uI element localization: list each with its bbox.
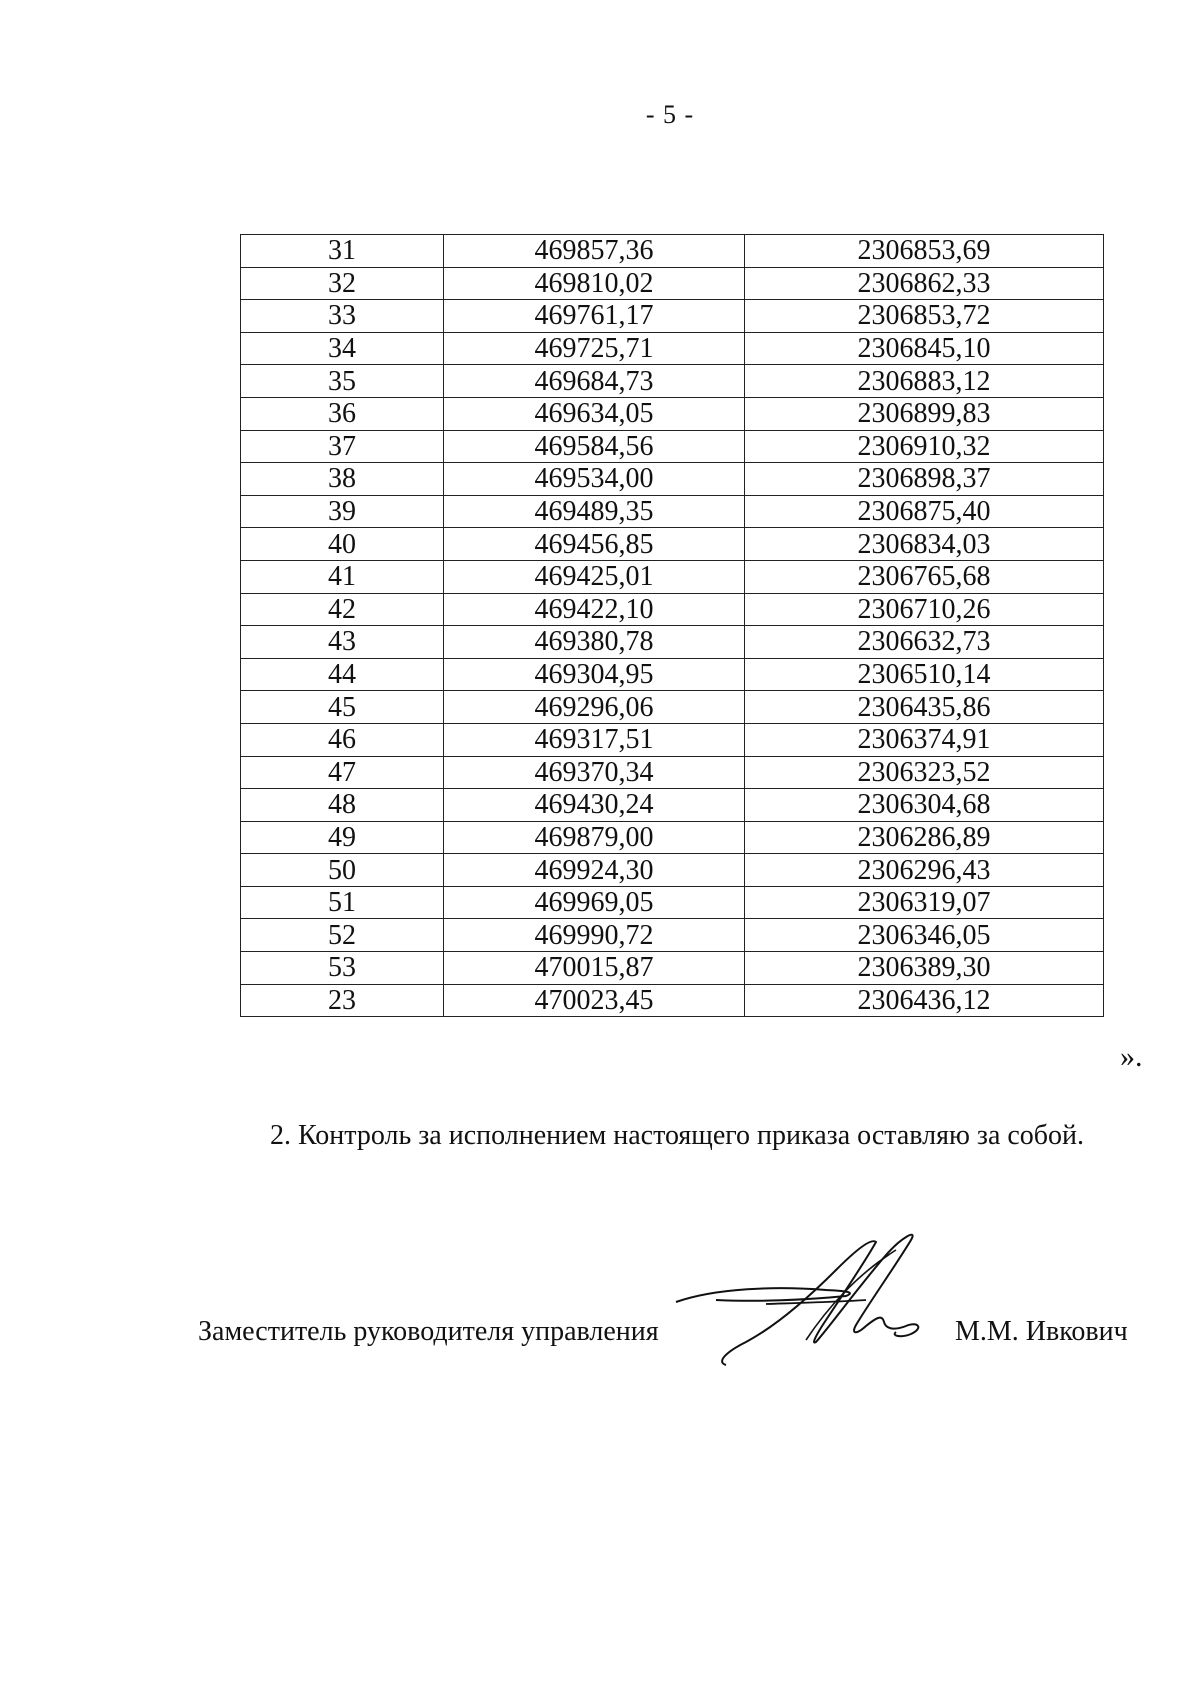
table-row bbox=[241, 495, 1104, 528]
signer-name: М.М. Ивкович bbox=[955, 1316, 1128, 1347]
table-row bbox=[241, 430, 1104, 463]
table-row bbox=[241, 886, 1104, 919]
page-number: - 5 - bbox=[645, 100, 695, 129]
table-row bbox=[241, 952, 1104, 985]
table-row bbox=[241, 723, 1104, 756]
table-row bbox=[241, 397, 1104, 430]
point-number-cell: 44 bbox=[241, 658, 444, 691]
y-coordinate-cell: 2306853,72 bbox=[745, 300, 1104, 333]
y-coordinate-cell: 2306862,33 bbox=[745, 267, 1104, 300]
y-coordinate-cell: 2306632,73 bbox=[745, 626, 1104, 659]
point-number-cell: 40 bbox=[241, 528, 444, 561]
point-number-cell: 35 bbox=[241, 365, 444, 398]
x-coordinate-cell: 469317,51 bbox=[444, 723, 745, 756]
x-coordinate-cell: 469430,24 bbox=[444, 789, 745, 822]
table-row bbox=[241, 626, 1104, 659]
x-coordinate-cell: 469725,71 bbox=[444, 332, 745, 365]
y-coordinate-cell: 2306883,12 bbox=[745, 365, 1104, 398]
y-coordinate-cell: 2306510,14 bbox=[745, 658, 1104, 691]
point-number-cell: 51 bbox=[241, 886, 444, 919]
table-row bbox=[241, 332, 1104, 365]
y-coordinate-cell: 2306323,52 bbox=[745, 756, 1104, 789]
point-number-cell: 37 bbox=[241, 430, 444, 463]
y-coordinate-cell: 2306875,40 bbox=[745, 495, 1104, 528]
signer-title: Заместитель руководителя управления bbox=[198, 1316, 659, 1347]
coordinates-table bbox=[240, 234, 1104, 1017]
table-row bbox=[241, 267, 1104, 300]
x-coordinate-cell: 469296,06 bbox=[444, 691, 745, 724]
coordinates-table-body bbox=[241, 235, 1104, 1017]
point-number-cell: 31 bbox=[241, 235, 444, 268]
point-number-cell: 39 bbox=[241, 495, 444, 528]
x-coordinate-cell: 469534,00 bbox=[444, 463, 745, 496]
y-coordinate-cell: 2306296,43 bbox=[745, 854, 1104, 887]
handwritten-signature-icon bbox=[656, 1230, 956, 1370]
x-coordinate-cell: 469969,05 bbox=[444, 886, 745, 919]
y-coordinate-cell: 2306346,05 bbox=[745, 919, 1104, 952]
y-coordinate-cell: 2306319,07 bbox=[745, 886, 1104, 919]
x-coordinate-cell: 469990,72 bbox=[444, 919, 745, 952]
point-number-cell: 48 bbox=[241, 789, 444, 822]
x-coordinate-cell: 469924,30 bbox=[444, 854, 745, 887]
y-coordinate-cell: 2306435,86 bbox=[745, 691, 1104, 724]
y-coordinate-cell: 2306853,69 bbox=[745, 235, 1104, 268]
point-number-cell: 43 bbox=[241, 626, 444, 659]
table-row bbox=[241, 593, 1104, 626]
x-coordinate-cell: 469489,35 bbox=[444, 495, 745, 528]
point-number-cell: 46 bbox=[241, 723, 444, 756]
point-number-cell: 38 bbox=[241, 463, 444, 496]
y-coordinate-cell: 2306304,68 bbox=[745, 789, 1104, 822]
x-coordinate-cell: 469304,95 bbox=[444, 658, 745, 691]
y-coordinate-cell: 2306845,10 bbox=[745, 332, 1104, 365]
y-coordinate-cell: 2306710,26 bbox=[745, 593, 1104, 626]
table-row bbox=[241, 821, 1104, 854]
point-number-cell: 53 bbox=[241, 952, 444, 985]
x-coordinate-cell: 469584,56 bbox=[444, 430, 745, 463]
point-number-cell: 47 bbox=[241, 756, 444, 789]
table-row bbox=[241, 365, 1104, 398]
table-row bbox=[241, 658, 1104, 691]
x-coordinate-cell: 469456,85 bbox=[444, 528, 745, 561]
signature-block bbox=[198, 1300, 1138, 1420]
y-coordinate-cell: 2306834,03 bbox=[745, 528, 1104, 561]
x-coordinate-cell: 469425,01 bbox=[444, 560, 745, 593]
x-coordinate-cell: 469761,17 bbox=[444, 300, 745, 333]
x-coordinate-cell: 469370,34 bbox=[444, 756, 745, 789]
closing-quote: ». bbox=[1120, 1040, 1143, 1073]
point-number-cell: 41 bbox=[241, 560, 444, 593]
y-coordinate-cell: 2306899,83 bbox=[745, 397, 1104, 430]
point-number-cell: 50 bbox=[241, 854, 444, 887]
point-number-cell: 34 bbox=[241, 332, 444, 365]
table-row bbox=[241, 300, 1104, 333]
point-number-cell: 52 bbox=[241, 919, 444, 952]
x-coordinate-cell: 469810,02 bbox=[444, 267, 745, 300]
point-number-cell: 32 bbox=[241, 267, 444, 300]
x-coordinate-cell: 469857,36 bbox=[444, 235, 745, 268]
table-row bbox=[241, 691, 1104, 724]
table-row bbox=[241, 560, 1104, 593]
table-row bbox=[241, 789, 1104, 822]
point-number-cell: 36 bbox=[241, 397, 444, 430]
x-coordinate-cell: 469684,73 bbox=[444, 365, 745, 398]
point-number-cell: 49 bbox=[241, 821, 444, 854]
table-row bbox=[241, 919, 1104, 952]
point-number-cell: 42 bbox=[241, 593, 444, 626]
table-row bbox=[241, 528, 1104, 561]
y-coordinate-cell: 2306374,91 bbox=[745, 723, 1104, 756]
y-coordinate-cell: 2306898,37 bbox=[745, 463, 1104, 496]
y-coordinate-cell: 2306765,68 bbox=[745, 560, 1104, 593]
point-number-cell: 45 bbox=[241, 691, 444, 724]
paragraph-2: 2. Контроль за исполнением настоящего приказа оставляю за собой. bbox=[270, 1120, 1085, 1151]
table-row bbox=[241, 756, 1104, 789]
table-row bbox=[241, 984, 1104, 1017]
x-coordinate-cell: 469380,78 bbox=[444, 626, 745, 659]
table-row bbox=[241, 235, 1104, 268]
y-coordinate-cell: 2306436,12 bbox=[745, 984, 1104, 1017]
point-number-cell: 33 bbox=[241, 300, 444, 333]
x-coordinate-cell: 469422,10 bbox=[444, 593, 745, 626]
x-coordinate-cell: 470015,87 bbox=[444, 952, 745, 985]
y-coordinate-cell: 2306910,32 bbox=[745, 430, 1104, 463]
x-coordinate-cell: 469879,00 bbox=[444, 821, 745, 854]
point-number-cell: 23 bbox=[241, 984, 444, 1017]
x-coordinate-cell: 470023,45 bbox=[444, 984, 745, 1017]
y-coordinate-cell: 2306286,89 bbox=[745, 821, 1104, 854]
table-row bbox=[241, 854, 1104, 887]
x-coordinate-cell: 469634,05 bbox=[444, 397, 745, 430]
table-row bbox=[241, 463, 1104, 496]
y-coordinate-cell: 2306389,30 bbox=[745, 952, 1104, 985]
